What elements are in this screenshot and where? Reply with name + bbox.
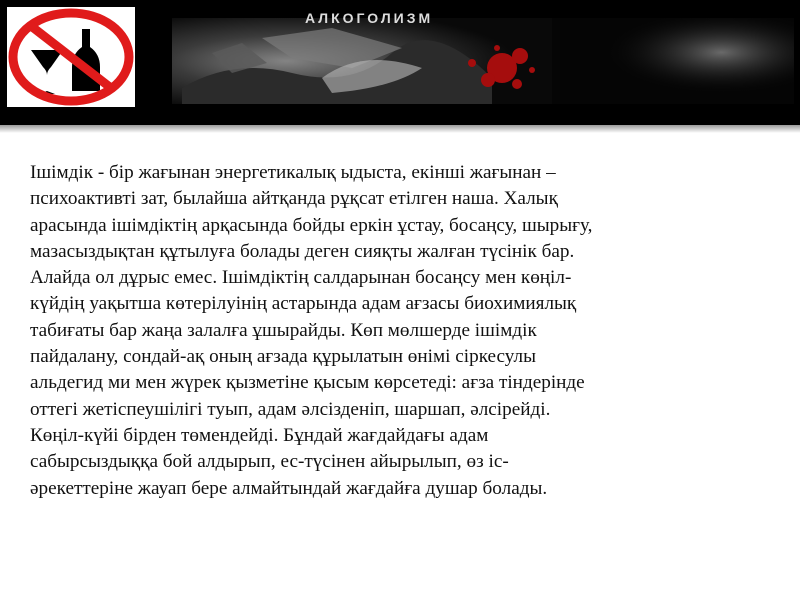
no-alcohol-sign-icon <box>7 7 135 107</box>
banner-divider <box>0 125 800 133</box>
header-photo <box>172 18 794 104</box>
body-paragraph: Ішімдік - бір жағынан энергетикалық ыдыста, екінші жағынан – психоактивті зат, былайша айтқанда рұқсат етілген наша. Халық арасында ішімдіктің арқасында бойды еркін ұстау, босаңсу, шырығу, мазасыздықтан құтылуға болады деген сияқты жалған түсінік бар. Алайда ол дұрыс емес. Ішімдіктің салдарынан босаңсу мен көңіл- күйдің уақытша көтерілуінің астарында адам ағзасы биохимиялық табиғаты бар жаңа залалға ұшырайды. Көп мөлшерде ішімдік пайдалану, сондай-ақ оның ағзада құрылатын өнімі сіркесулы альдегид ми мен жүрек қызметіне қысым көрсетеді: ағза тіндерінде оттегі жетіспеушілігі туып, адам әлсізденіп, шаршап, әлсірейді. Көңіл-күйі бірден төмендейді. Бұндай жағдайдағы адам сабырсыздыққа бой алдырып, ес-түсінен айырылып, өз іс- әрекеттеріне жауап бере алмайтындай жағдайға душар болады. <box>30 162 593 499</box>
page-title: АЛКОГОЛИЗМ <box>305 10 434 26</box>
header-banner <box>0 0 800 125</box>
